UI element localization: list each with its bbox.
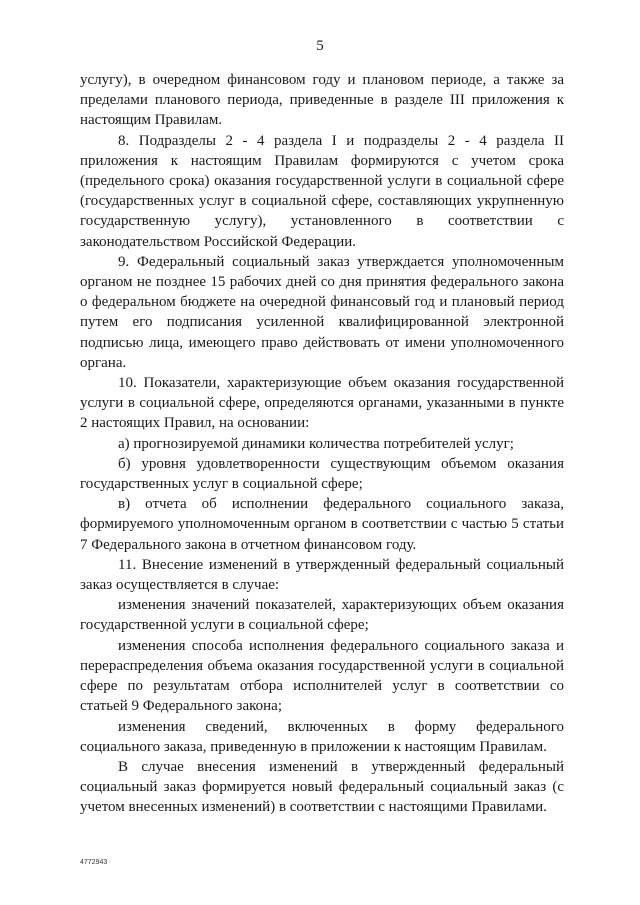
paragraph-11-case-1: изменения значений показателей, характеризующих объем оказания государственной услуги в социальной сфере; (80, 597, 564, 634)
paragraph-10: 10. Показатели, характеризующие объем оказания государственной услуги в социальной сфере, определяются органами, указанными в пункте 2 настоящих Правил, на основании: (80, 375, 564, 432)
paragraph-10-item-a: а) прогнозируемой динамики количества потребителей услуг; (118, 435, 514, 452)
paragraph-continuation: услугу), в очередном финансовом году и плановом периоде, а также за пределами планового периода, приведенные в разделе III приложения к настоящим Правилам. (80, 72, 564, 129)
paragraph-10-item-b: б) уровня удовлетворенности существующим объемом оказания государственных услуг в социальной сфере; (80, 455, 564, 493)
paragraph-11-case-3: изменения сведений, включенных в форму федерального социального заказа, приведенную в приложении к настоящим Правилам. (80, 718, 564, 755)
document-body (80, 70, 564, 818)
document-code: 4772943 (80, 859, 108, 866)
paragraph-8: 8. Подразделы 2 - 4 раздела I и подразделы 2 - 4 раздела II приложения к настоящим Правилам формируются с учетом срока (предельного срока) оказания государственной услуги в социальной сфере (государственных услуг в социальной сфере, составляющих укрупненную государственную услугу), установленного в соответствии с законодательством Российской Федерации. (80, 132, 564, 250)
paragraph-11: 11. Внесение изменений в утвержденный федеральный социальный заказ осуществляется в случае: (80, 556, 564, 594)
paragraph-11-case-2: изменения способа исполнения федерального социального заказа и перераспределения объема оказания государственной услуги в социальной сфере по результатам отбора исполнителей услуг в соответствии со статьей 9 Федерального закона; (80, 637, 564, 715)
paragraph-10-item-c: в) отчета об исполнении федерального социального заказа, формируемого уполномоченным органом в соответствии с частью 5 статьи 7 Федерального закона в отчетном финансовом году. (80, 496, 564, 553)
paragraph-9: 9. Федеральный социальный заказ утверждается уполномоченным органом не позднее 15 рабочих дней со дня принятия федерального закона о федеральном бюджете на очередной финансовый год и плановый период путем его подписания усиленной квалифицированной электронной подписью лица, имеющего право действовать от имени уполномоченного органа. (80, 253, 564, 371)
paragraph-11-conclusion: В случае внесения изменений в утвержденный федеральный социальный заказ формируется новый федеральный социальный заказ (с учетом внесенных изменений) в соответствии с настоящими Правилами. (80, 758, 564, 816)
page-number: 5 (316, 38, 324, 54)
